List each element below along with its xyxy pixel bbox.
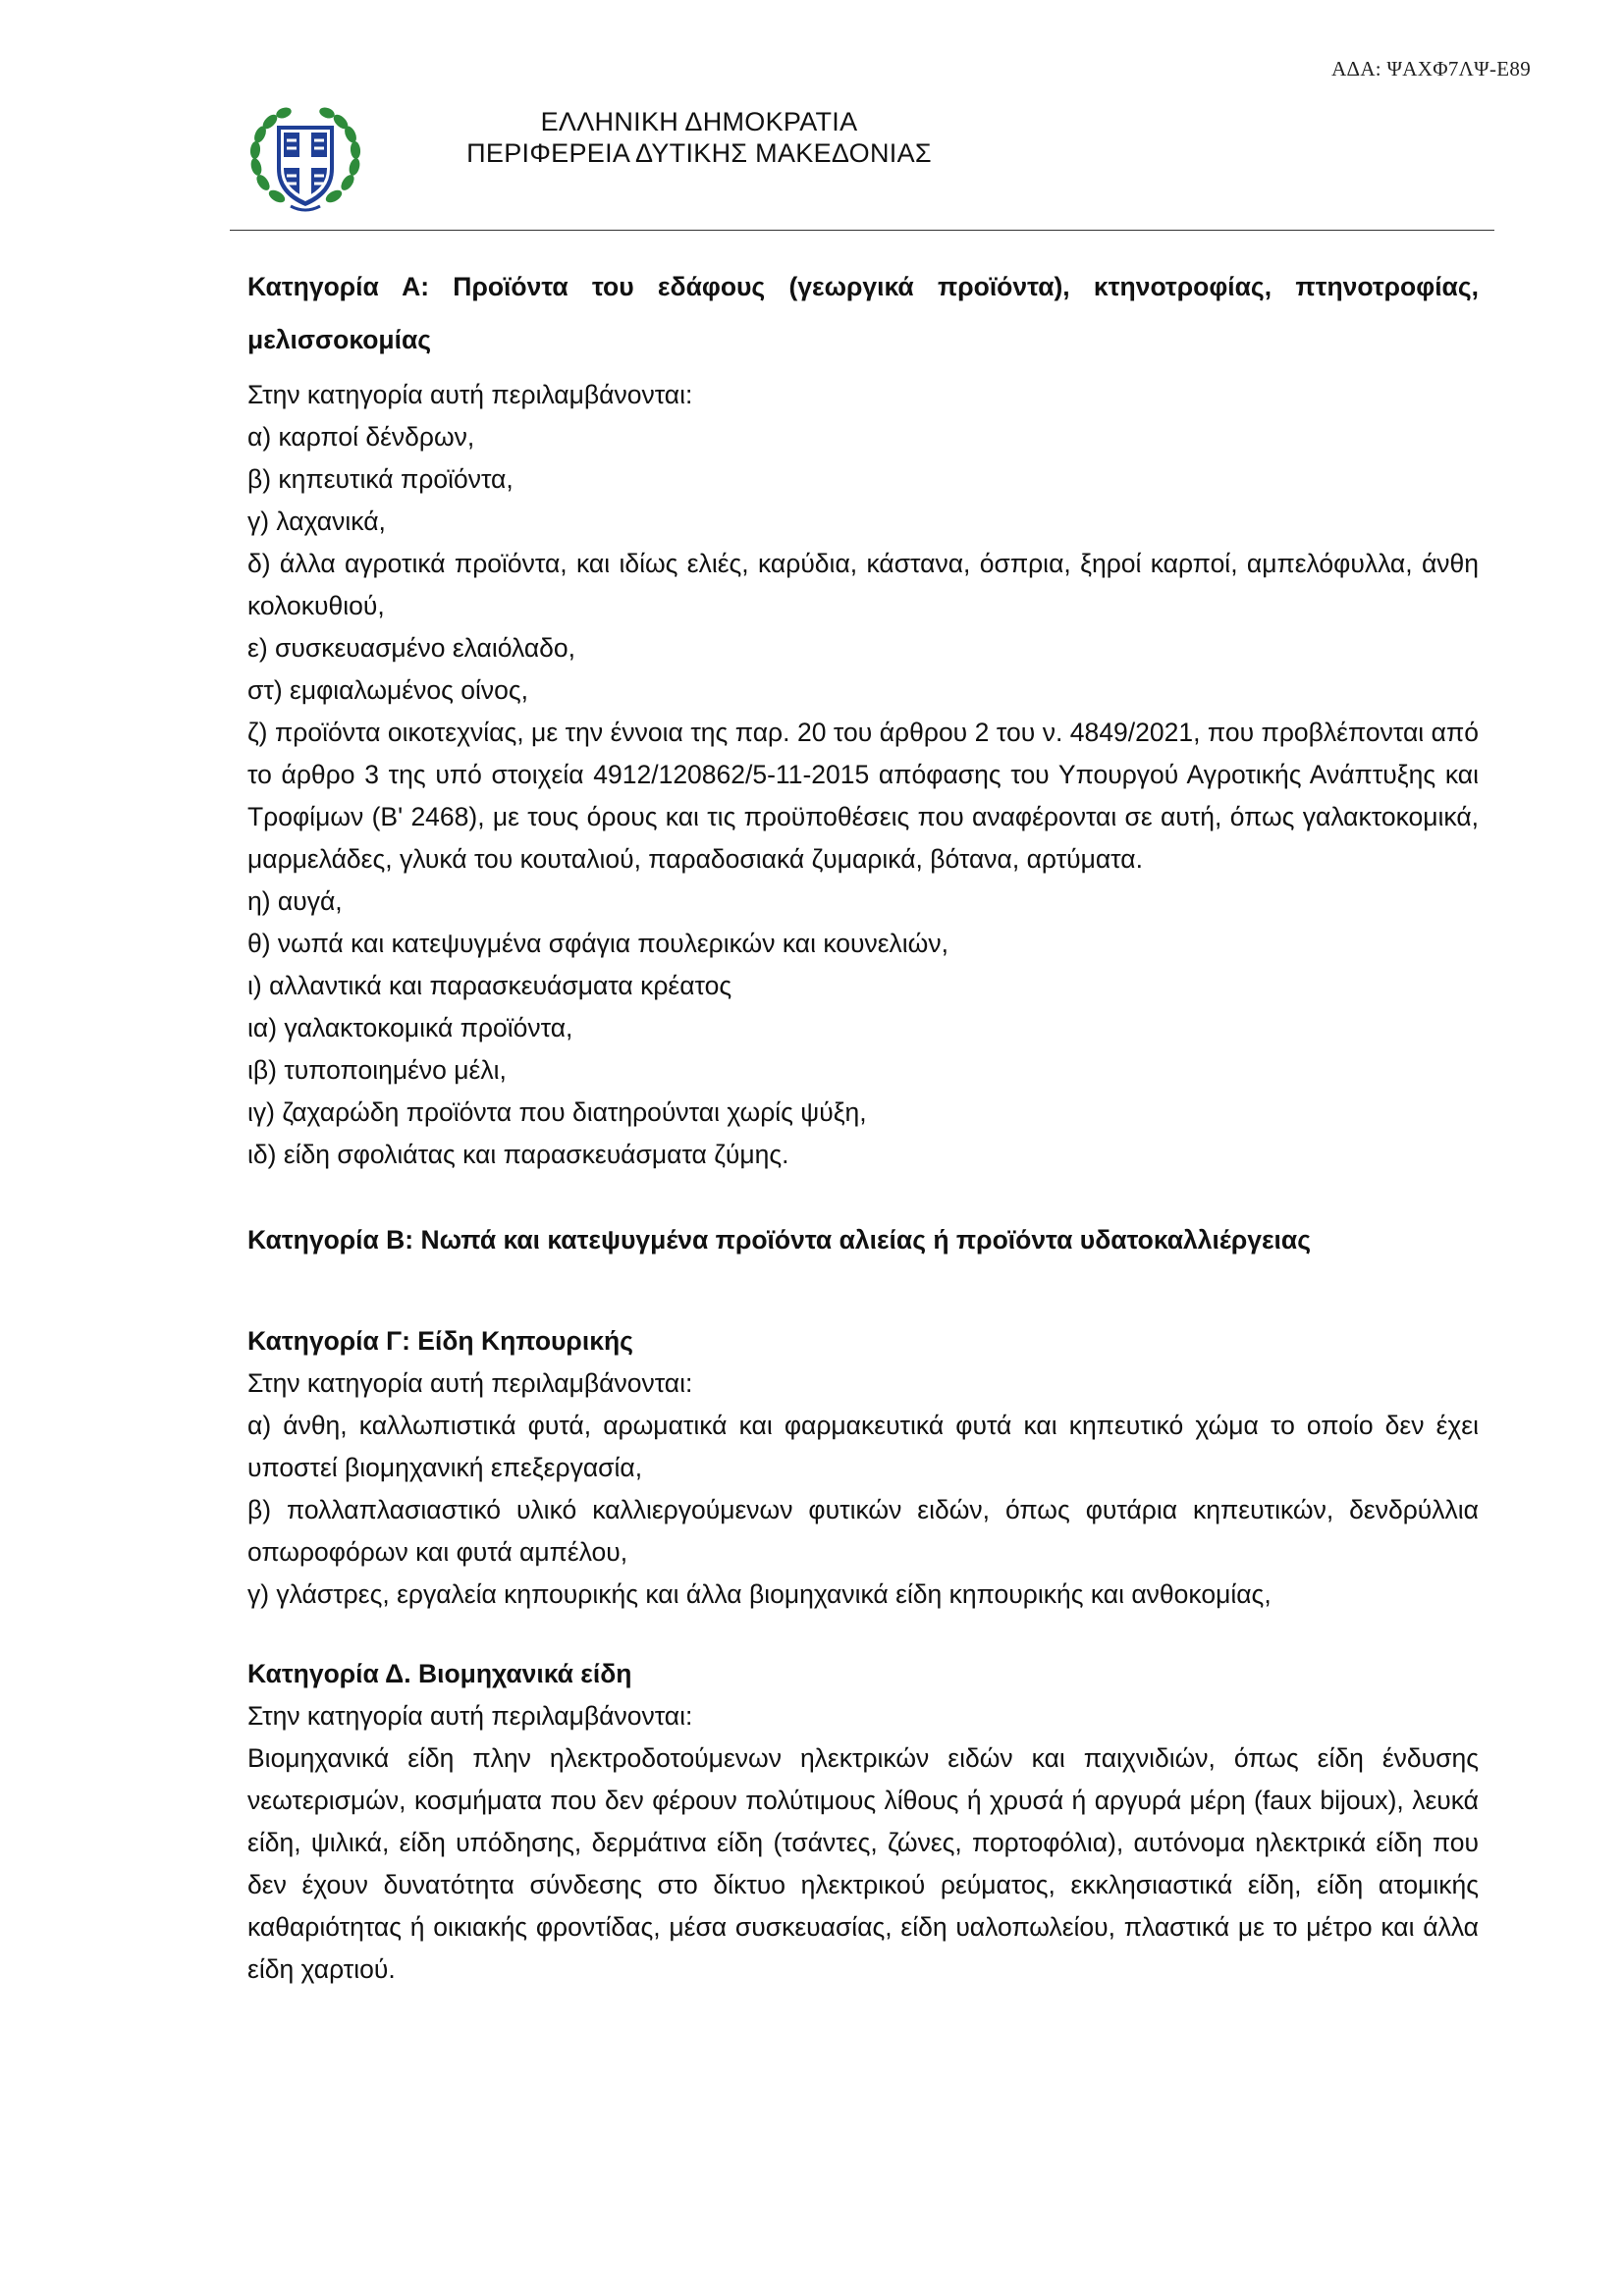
category-c-title: Κατηγορία Γ: Είδη Κηπουρικής [247, 1326, 633, 1356]
header-line-republic: ΕΛΛΗΝΙΚΗ ΔΗΜΟΚΡΑΤΙΑ [540, 107, 858, 136]
ada-code: ΑΔΑ: ΨΑΧΦ7ΛΨ-Ε89 [1331, 57, 1531, 80]
category-a-item: ι) αλλαντικά και παρασκευάσματα κρέατος [247, 971, 732, 1000]
category-a-item: β) κηπευτικά προϊόντα, [247, 464, 514, 494]
category-d-title: Κατηγορία Δ. Βιομηχανικά είδη [247, 1659, 632, 1688]
category-c-item: α) άνθη, καλλωπιστικά φυτά, αρωματικά και φαρμακευτικά φυτά και κηπευτικό χώμα το οποίο δεν έχει υποστεί βιομηχανική επεξεργασία, [247, 1411, 1479, 1482]
category-a-item: δ) άλλα αγροτικά προϊόντα, και ιδίως ελιές, καρύδια, κάστανα, όσπρια, ξηροί καρποί, αμπελόφυλλα, άνθη κολοκυθιού, [247, 549, 1479, 620]
category-c-item: γ) γλάστρες, εργαλεία κηπουρικής και άλλα βιομηχανικά είδη κηπουρικής και ανθοκομίας, [247, 1579, 1272, 1609]
category-a-item: θ) νωπά και κατεψυγμένα σφάγια πουλερικών και κουνελιών, [247, 929, 948, 958]
header-line-region: ΠΕΡΙΦΕΡΕΙΑ ΔΥΤΙΚΗΣ ΜΑΚΕΔΟΝΙΑΣ [466, 138, 932, 168]
document-header [454, 106, 945, 169]
document-body [247, 260, 1479, 1991]
category-a-item: ια) γαλακτοκομικά προϊόντα, [247, 1013, 573, 1042]
category-a-item: ζ) προϊόντα οικοτεχνίας, με την έννοια της παρ. 20 του άρθρου 2 του ν. 4849/2021, που προβλέπονται από το άρθρο 3 της υπό στοιχεία 4912/120862/5-11-2015 απόφασης του Υπουργού Αγροτικής Ανάπτυξης και Τροφίμων (Β' 2468), με τους όρους και τις προϋποθέσεις που αναφέρονται σε αυτή, όπως γαλακτοκομικά, μαρμελάδες, γλυκά του κουταλιού, παραδοσιακά ζυμαρικά, βότανα, αρτύματα. [247, 718, 1479, 874]
category-b-title: Κατηγορία Β: Νωπά και κατεψυγμένα προϊόντα αλιείας ή προϊόντα υδατοκαλλιέργειας [247, 1225, 1311, 1255]
header-divider [230, 230, 1494, 231]
category-a-item: ιγ) ζαχαρώδη προϊόντα που διατηρούνται χωρίς ψύξη, [247, 1097, 867, 1127]
category-a-item: ιβ) τυποποιημένο μέλι, [247, 1055, 507, 1085]
category-a-title: Κατηγορία Α: Προϊόντα του εδάφους (γεωργικά προϊόντα), κτηνοτροφίας, πτηνοτροφίας, μελισσοκομίας [247, 272, 1479, 354]
category-a-item: η) αυγά, [247, 886, 343, 916]
greek-state-emblem-icon [247, 104, 363, 216]
category-a-item: α) καρποί δένδρων, [247, 422, 475, 452]
category-a-item: ε) συσκευασμένο ελαιόλαδο, [247, 633, 575, 663]
category-a-item: ιδ) είδη σφολιάτας και παρασκευάσματα ζύμης. [247, 1140, 789, 1169]
category-c-item: β) πολλαπλασιαστικό υλικό καλλιεργούμενων φυτικών ειδών, όπως φυτάρια κηπευτικών, δενδρύλλια οπωροφόρων και φυτά αμπέλου, [247, 1495, 1479, 1567]
category-d-intro: Στην κατηγορία αυτή περιλαμβάνονται: [247, 1701, 693, 1731]
category-d-body: Βιομηχανικά είδη πλην ηλεκτροδοτούμενων ηλεκτρικών ειδών και παιχνιδιών, όπως είδη ένδυσης νεωτερισμών, κοσμήματα που δεν φέρουν πολύτιμους λίθους ή χρυσά ή αργυρά μέρη (faux bijoux), λευκά είδη, ψιλικά, είδη υπόδησης, δερμάτινα είδη (τσάντες, ζώνες, πορτοφόλια), αυτόνομα ηλεκτρικά είδη που δεν έχουν δυνατότητα σύνδεσης στο δίκτυο ηλεκτρικού ρεύματος, εκκλησιαστικά είδη, είδη ατομικής καθαριότητας ή οικιακής φροντίδας, μέσα συσκευασίας, είδη υαλοπωλείου, πλαστικά με το μέτρο και άλλα είδη χαρτιού. [247, 1743, 1479, 1984]
category-a-item: στ) εμφιαλωμένος οίνος, [247, 675, 528, 705]
category-a-intro: Στην κατηγορία αυτή περιλαμβάνονται: [247, 380, 693, 409]
category-c-intro: Στην κατηγορία αυτή περιλαμβάνονται: [247, 1368, 693, 1398]
category-a-item: γ) λαχανικά, [247, 507, 386, 536]
